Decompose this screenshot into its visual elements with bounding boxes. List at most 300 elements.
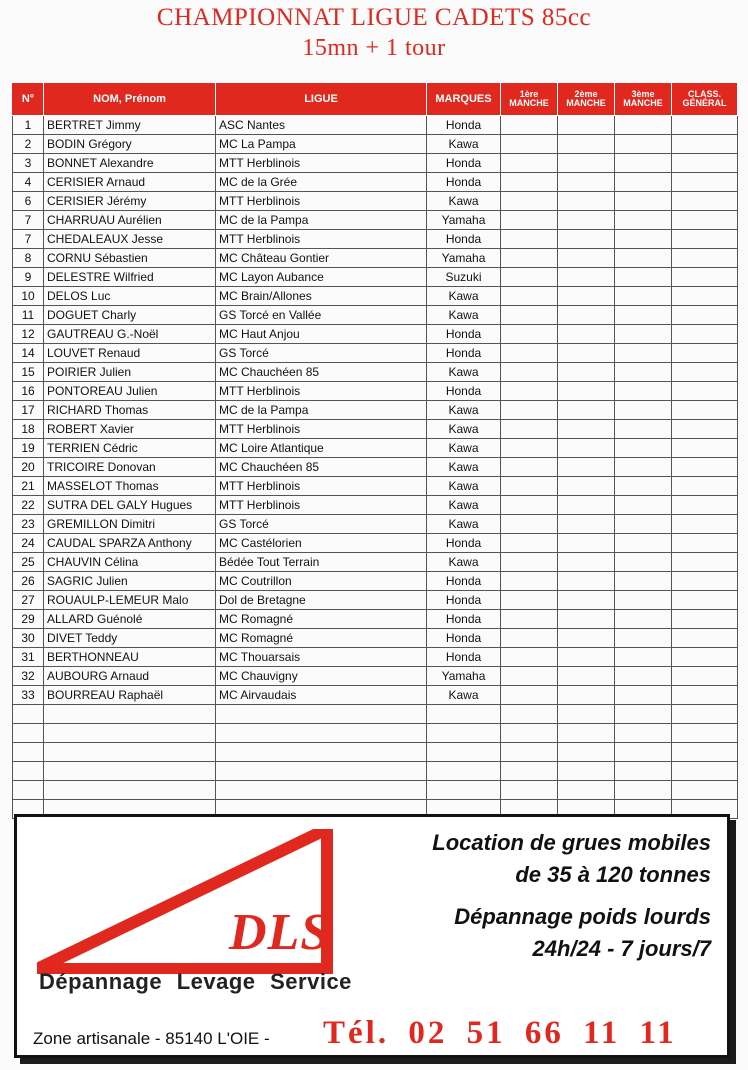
cell-manche-1 [501, 401, 558, 420]
cell-number: 6 [13, 192, 44, 211]
cell-manche-2 [558, 420, 615, 439]
cell-name: BERTHONNEAU [44, 648, 216, 667]
page-title: CHAMPIONNAT LIGUE CADETS 85cc [156, 4, 592, 31]
table-row [13, 401, 738, 420]
cell-manche-1 [501, 211, 558, 230]
cell-name [44, 762, 216, 781]
page-subtitle: 15mn + 1 tour [302, 35, 446, 61]
cell-classement [672, 610, 738, 629]
cell-manche-1 [501, 572, 558, 591]
cell-manche-2 [558, 363, 615, 382]
cell-classement [672, 363, 738, 382]
table-row [13, 629, 738, 648]
cell-brand [427, 743, 501, 762]
cell-manche-1 [501, 667, 558, 686]
cell-manche-2 [558, 230, 615, 249]
cell-brand: Kawa [427, 287, 501, 306]
cell-brand: Honda [427, 173, 501, 192]
cell-classement [672, 515, 738, 534]
cell-classement [672, 534, 738, 553]
table-row [13, 667, 738, 686]
cell-number: 32 [13, 667, 44, 686]
cell-ligue: MC Castélorien [216, 534, 427, 553]
header-num: N° [13, 83, 44, 116]
table-row [13, 363, 738, 382]
cell-manche-2 [558, 344, 615, 363]
cell-classement [672, 135, 738, 154]
cell-manche-3 [615, 553, 672, 572]
cell-ligue: MTT Herblinois [216, 382, 427, 401]
cell-manche-1 [501, 534, 558, 553]
table-row [13, 686, 738, 705]
cell-manche-2 [558, 705, 615, 724]
cell-number: 8 [13, 249, 44, 268]
cell-manche-3 [615, 363, 672, 382]
cell-manche-3 [615, 762, 672, 781]
cell-manche-3 [615, 382, 672, 401]
cell-classement [672, 629, 738, 648]
cell-ligue: MC Chauvigny [216, 667, 427, 686]
cell-name: CHAUVIN Célina [44, 553, 216, 572]
cell-classement [672, 192, 738, 211]
cell-classement [672, 705, 738, 724]
cell-manche-1 [501, 591, 558, 610]
cell-ligue: MC Coutrillon [216, 572, 427, 591]
table-row [13, 458, 738, 477]
cell-manche-3 [615, 648, 672, 667]
cell-manche-3 [615, 249, 672, 268]
cell-manche-3 [615, 230, 672, 249]
cell-name: CAUDAL SPARZA Anthony [44, 534, 216, 553]
dls-advertisement [14, 814, 730, 1058]
cell-manche-1 [501, 420, 558, 439]
table-row [13, 591, 738, 610]
table-row [13, 534, 738, 553]
cell-number: 18 [13, 420, 44, 439]
cell-manche-3 [615, 743, 672, 762]
cell-ligue [216, 762, 427, 781]
cell-brand: Honda [427, 572, 501, 591]
cell-name: RICHARD Thomas [44, 401, 216, 420]
cell-ligue: MC Château Gontier [216, 249, 427, 268]
cell-brand: Kawa [427, 192, 501, 211]
cell-classement [672, 268, 738, 287]
cell-brand: Yamaha [427, 667, 501, 686]
cell-manche-1 [501, 382, 558, 401]
cell-ligue: Bédée Tout Terrain [216, 553, 427, 572]
cell-classement [672, 572, 738, 591]
cell-ligue: MC Layon Aubance [216, 268, 427, 287]
cell-manche-2 [558, 325, 615, 344]
cell-manche-2 [558, 648, 615, 667]
cell-ligue: MC Thouarsais [216, 648, 427, 667]
cell-ligue: MC Chauchéen 85 [216, 458, 427, 477]
cell-manche-1 [501, 363, 558, 382]
cell-name: ROBERT Xavier [44, 420, 216, 439]
cell-number: 27 [13, 591, 44, 610]
cell-manche-1 [501, 344, 558, 363]
cell-number: 7 [13, 211, 44, 230]
cell-number: 20 [13, 458, 44, 477]
cell-name: PONTOREAU Julien [44, 382, 216, 401]
cell-brand: Kawa [427, 515, 501, 534]
cell-classement [672, 249, 738, 268]
table-row [13, 116, 738, 135]
ad-service-towing: Dépannage poids lourds 24h/24 - 7 jours/7 [454, 904, 711, 961]
table-row [13, 572, 738, 591]
cell-manche-1 [501, 287, 558, 306]
cell-brand: Yamaha [427, 249, 501, 268]
dls-logo-subtitle: Dépannage Levage Service [39, 969, 352, 994]
header-classement: CLASS. GÉNÉRAL [672, 83, 738, 116]
table-row [13, 553, 738, 572]
cell-number: 4 [13, 173, 44, 192]
cell-manche-2 [558, 629, 615, 648]
cell-number: 19 [13, 439, 44, 458]
cell-number: 21 [13, 477, 44, 496]
header-manche-3: 3ème MANCHE [615, 83, 672, 116]
cell-ligue: Dol de Bretagne [216, 591, 427, 610]
cell-manche-1 [501, 477, 558, 496]
cell-number: 3 [13, 154, 44, 173]
cell-manche-3 [615, 724, 672, 743]
header-ligue: LIGUE [216, 83, 427, 116]
cell-name: CERISIER Jérémy [44, 192, 216, 211]
cell-name: LOUVET Renaud [44, 344, 216, 363]
cell-manche-2 [558, 781, 615, 800]
cell-ligue: MC Romagné [216, 610, 427, 629]
cell-name: ROUAULP-LEMEUR Malo [44, 591, 216, 610]
cell-manche-2 [558, 439, 615, 458]
cell-classement [672, 477, 738, 496]
table-row [13, 781, 738, 800]
cell-manche-1 [501, 686, 558, 705]
cell-manche-3 [615, 515, 672, 534]
table-row [13, 268, 738, 287]
cell-name: BONNET Alexandre [44, 154, 216, 173]
cell-name: DOGUET Charly [44, 306, 216, 325]
cell-manche-1 [501, 743, 558, 762]
table-row [13, 344, 738, 363]
table-row [13, 230, 738, 249]
cell-number [13, 743, 44, 762]
cell-manche-2 [558, 762, 615, 781]
cell-brand [427, 781, 501, 800]
cell-number [13, 781, 44, 800]
cell-number: 31 [13, 648, 44, 667]
cell-brand: Kawa [427, 439, 501, 458]
cell-ligue: MC Airvaudais [216, 686, 427, 705]
cell-ligue: MC de la Grée [216, 173, 427, 192]
cell-number: 7 [13, 230, 44, 249]
cell-number: 29 [13, 610, 44, 629]
cell-ligue: MC Haut Anjou [216, 325, 427, 344]
ad-service-cranes: Location de grues mobiles de 35 à 120 tonnes [432, 830, 711, 887]
cell-manche-2 [558, 306, 615, 325]
cell-manche-3 [615, 629, 672, 648]
cell-classement [672, 154, 738, 173]
cell-classement [672, 743, 738, 762]
cell-name: SUTRA DEL GALY Hugues [44, 496, 216, 515]
cell-manche-1 [501, 116, 558, 135]
table-row [13, 420, 738, 439]
cell-manche-1 [501, 268, 558, 287]
cell-name: TERRIEN Cédric [44, 439, 216, 458]
header-manche-2: 2ème MANCHE [558, 83, 615, 116]
table-row [13, 382, 738, 401]
cell-ligue [216, 743, 427, 762]
cell-brand: Honda [427, 230, 501, 249]
cell-manche-2 [558, 268, 615, 287]
table-row [13, 762, 738, 781]
cell-name: BOURREAU Raphaël [44, 686, 216, 705]
cell-manche-1 [501, 553, 558, 572]
table-row [13, 211, 738, 230]
cell-manche-3 [615, 287, 672, 306]
cell-name: GAUTREAU G.-Noël [44, 325, 216, 344]
cell-number: 1 [13, 116, 44, 135]
cell-number: 2 [13, 135, 44, 154]
cell-number: 25 [13, 553, 44, 572]
cell-name: CERISIER Arnaud [44, 173, 216, 192]
cell-manche-2 [558, 667, 615, 686]
cell-brand: Kawa [427, 306, 501, 325]
cell-manche-3 [615, 439, 672, 458]
cell-classement [672, 287, 738, 306]
cell-brand: Honda [427, 382, 501, 401]
cell-manche-3 [615, 591, 672, 610]
table-row [13, 515, 738, 534]
cell-manche-1 [501, 515, 558, 534]
table-row [13, 135, 738, 154]
table-row [13, 610, 738, 629]
cell-manche-2 [558, 135, 615, 154]
cell-name: TRICOIRE Donovan [44, 458, 216, 477]
cell-classement [672, 553, 738, 572]
cell-manche-2 [558, 610, 615, 629]
cell-ligue [216, 705, 427, 724]
cell-brand: Honda [427, 591, 501, 610]
cell-classement [672, 344, 738, 363]
cell-manche-2 [558, 572, 615, 591]
cell-classement [672, 762, 738, 781]
cell-name: DELOS Luc [44, 287, 216, 306]
cell-manche-3 [615, 192, 672, 211]
cell-ligue: MC de la Pampa [216, 211, 427, 230]
cell-classement [672, 648, 738, 667]
table-row [13, 705, 738, 724]
cell-brand: Kawa [427, 496, 501, 515]
cell-manche-1 [501, 439, 558, 458]
cell-manche-2 [558, 553, 615, 572]
cell-number: 14 [13, 344, 44, 363]
cell-manche-2 [558, 287, 615, 306]
table-row [13, 724, 738, 743]
cell-number: 26 [13, 572, 44, 591]
cell-ligue [216, 781, 427, 800]
cell-manche-2 [558, 211, 615, 230]
cell-name: AUBOURG Arnaud [44, 667, 216, 686]
cell-manche-1 [501, 325, 558, 344]
cell-manche-2 [558, 401, 615, 420]
table-row [13, 439, 738, 458]
cell-manche-2 [558, 724, 615, 743]
table-row [13, 287, 738, 306]
cell-brand: Honda [427, 629, 501, 648]
cell-manche-3 [615, 306, 672, 325]
cell-brand: Honda [427, 610, 501, 629]
cell-ligue: MC de la Pampa [216, 401, 427, 420]
cell-manche-3 [615, 572, 672, 591]
cell-name: BODIN Grégory [44, 135, 216, 154]
cell-ligue: MC Chauchéen 85 [216, 363, 427, 382]
cell-ligue: MTT Herblinois [216, 496, 427, 515]
cell-manche-2 [558, 173, 615, 192]
table-row [13, 477, 738, 496]
cell-classement [672, 116, 738, 135]
cell-brand: Kawa [427, 477, 501, 496]
cell-manche-2 [558, 686, 615, 705]
cell-manche-3 [615, 173, 672, 192]
cell-brand: Kawa [427, 363, 501, 382]
cell-manche-1 [501, 306, 558, 325]
cell-manche-1 [501, 458, 558, 477]
cell-brand [427, 705, 501, 724]
cell-number: 10 [13, 287, 44, 306]
cell-number: 17 [13, 401, 44, 420]
cell-brand: Kawa [427, 458, 501, 477]
cell-classement [672, 724, 738, 743]
cell-manche-1 [501, 724, 558, 743]
results-table [12, 82, 738, 819]
cell-name [44, 705, 216, 724]
cell-manche-1 [501, 135, 558, 154]
cell-manche-2 [558, 496, 615, 515]
cell-manche-2 [558, 591, 615, 610]
cell-classement [672, 439, 738, 458]
cell-number: 30 [13, 629, 44, 648]
cell-classement [672, 211, 738, 230]
cell-manche-2 [558, 249, 615, 268]
cell-ligue [216, 724, 427, 743]
cell-manche-2 [558, 515, 615, 534]
cell-classement [672, 306, 738, 325]
cell-brand: Kawa [427, 135, 501, 154]
cell-brand: Honda [427, 534, 501, 553]
cell-manche-3 [615, 496, 672, 515]
cell-brand: Kawa [427, 553, 501, 572]
cell-manche-1 [501, 154, 558, 173]
cell-brand [427, 762, 501, 781]
cell-manche-2 [558, 458, 615, 477]
cell-manche-1 [501, 781, 558, 800]
cell-manche-3 [615, 705, 672, 724]
cell-number: 9 [13, 268, 44, 287]
cell-manche-2 [558, 192, 615, 211]
cell-name: CHEDALEAUX Jesse [44, 230, 216, 249]
cell-number: 11 [13, 306, 44, 325]
cell-manche-1 [501, 496, 558, 515]
ad-phone: Tél. 02 51 66 11 11 [323, 1015, 677, 1051]
cell-name: POIRIER Julien [44, 363, 216, 382]
cell-manche-1 [501, 610, 558, 629]
cell-brand: Honda [427, 325, 501, 344]
cell-number: 22 [13, 496, 44, 515]
cell-ligue: GS Torcé [216, 344, 427, 363]
cell-manche-3 [615, 458, 672, 477]
cell-number: 23 [13, 515, 44, 534]
cell-number: 24 [13, 534, 44, 553]
cell-number [13, 724, 44, 743]
cell-manche-3 [615, 667, 672, 686]
cell-classement [672, 458, 738, 477]
cell-name: ALLARD Guénolé [44, 610, 216, 629]
cell-manche-3 [615, 781, 672, 800]
header-manche-1: 1ère MANCHE [501, 83, 558, 116]
ad-address: Zone artisanale - 85140 L'OIE - [33, 1029, 270, 1048]
table-row [13, 306, 738, 325]
cell-manche-2 [558, 743, 615, 762]
cell-name: MASSELOT Thomas [44, 477, 216, 496]
cell-classement [672, 382, 738, 401]
cell-manche-3 [615, 477, 672, 496]
cell-name: DIVET Teddy [44, 629, 216, 648]
dls-logo: DLS [229, 904, 331, 961]
cell-ligue: MTT Herblinois [216, 477, 427, 496]
table-row [13, 743, 738, 762]
cell-manche-3 [615, 268, 672, 287]
table-row [13, 648, 738, 667]
table-row [13, 325, 738, 344]
cell-classement [672, 401, 738, 420]
cell-brand: Honda [427, 116, 501, 135]
cell-manche-3 [615, 211, 672, 230]
cell-ligue: GS Torcé en Vallée [216, 306, 427, 325]
cell-ligue: MC Romagné [216, 629, 427, 648]
cell-ligue: MTT Herblinois [216, 192, 427, 211]
cell-manche-1 [501, 230, 558, 249]
cell-brand: Honda [427, 344, 501, 363]
cell-number: 15 [13, 363, 44, 382]
cell-name: SAGRIC Julien [44, 572, 216, 591]
header-marques: MARQUES [427, 83, 501, 116]
cell-manche-3 [615, 325, 672, 344]
cell-name: CHARRUAU Aurélien [44, 211, 216, 230]
cell-brand: Kawa [427, 420, 501, 439]
cell-classement [672, 781, 738, 800]
cell-name: BERTRET Jimmy [44, 116, 216, 135]
cell-number [13, 762, 44, 781]
table-row [13, 496, 738, 515]
cell-number: 16 [13, 382, 44, 401]
cell-brand: Honda [427, 648, 501, 667]
cell-ligue: MTT Herblinois [216, 154, 427, 173]
cell-classement [672, 667, 738, 686]
cell-name: GREMILLON Dimitri [44, 515, 216, 534]
cell-ligue: MTT Herblinois [216, 420, 427, 439]
cell-brand: Kawa [427, 401, 501, 420]
table-row [13, 249, 738, 268]
cell-manche-3 [615, 116, 672, 135]
cell-manche-1 [501, 762, 558, 781]
cell-name: DELESTRE Wilfried [44, 268, 216, 287]
cell-brand: Kawa [427, 686, 501, 705]
cell-manche-3 [615, 344, 672, 363]
cell-ligue: MC Loire Atlantique [216, 439, 427, 458]
cell-manche-3 [615, 135, 672, 154]
cell-name [44, 743, 216, 762]
cell-ligue: ASC Nantes [216, 116, 427, 135]
